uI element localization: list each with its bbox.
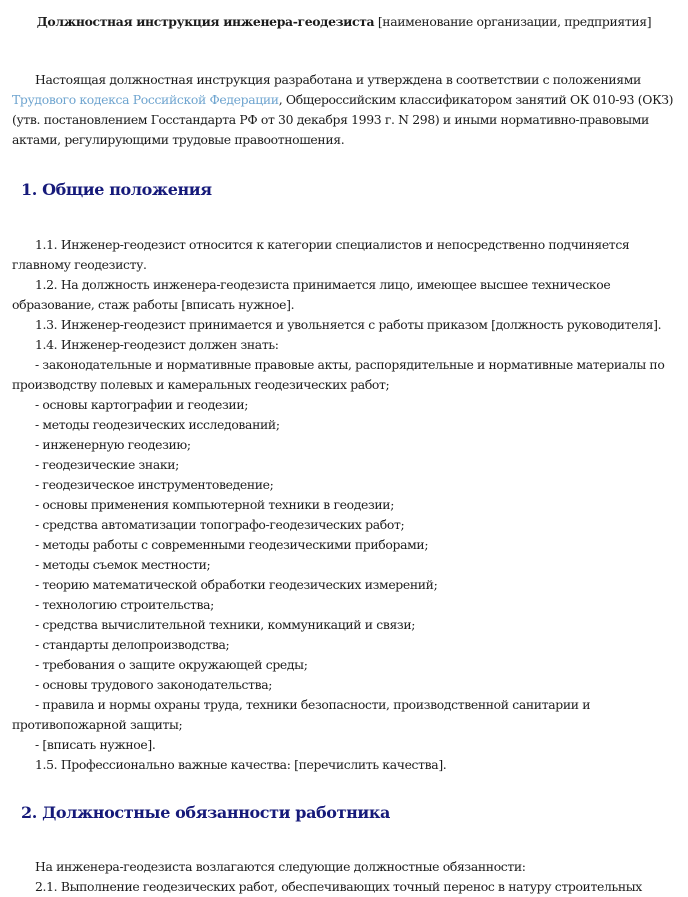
list-item: - требования о защите окружающей среды;: [35, 657, 308, 672]
document-title: [0, 12, 688, 32]
list-item: - методы съемок местности;: [35, 557, 211, 572]
paragraph: 2.1. Выполнение геодезических работ, обеспечивающих точный перенос в натуру строительных: [35, 879, 642, 894]
list-item: - геодезические знаки;: [35, 457, 180, 472]
list-item: - основы применения компьютерной техники в геодезии;: [35, 497, 395, 512]
paragraph: 1.2. На должность инженера-геодезиста принимается лицо, имеющее высшее техническое образование, стаж работы [вписать нужное].: [12, 277, 611, 312]
document-title-placeholder: [наименование организации, предприятия]: [374, 14, 652, 29]
section-heading-general: 1. Общие положения: [21, 180, 212, 199]
list-item: - правила и нормы охраны труда, техники безопасности, производственной санитарии и противопожарной защиты;: [12, 697, 591, 732]
list-item: - стандарты делопроизводства;: [35, 637, 230, 652]
list-item: - геодезическое инструментоведение;: [35, 477, 274, 492]
paragraph: 1.1. Инженер-геодезист относится к категории специалистов и непосредственно подчиняется главному геодезисту.: [12, 237, 630, 272]
section-duties-body: [12, 857, 680, 897]
list-item: - основы картографии и геодезии;: [35, 397, 249, 412]
list-item: - основы трудового законодательства;: [35, 677, 273, 692]
list-item: - [вписать нужное].: [35, 737, 156, 752]
paragraph: 1.3. Инженер-геодезист принимается и увольняется с работы приказом [должность руководителя].: [35, 317, 662, 332]
intro-text-start: Настоящая должностная инструкция разработана и утверждена в соответствии с положениями: [35, 72, 641, 87]
labor-code-link[interactable]: Трудового кодекса Российской Федерации: [12, 92, 279, 107]
intro-text-end: , Общероссийским классификатором занятий ОК 010-93 (ОКЗ) (утв. постановлением Госстандарта РФ от 30 декабря 1993 г. N 298) и иными нормативно-правовыми актами, регулирующими трудовые правоотношения.: [12, 92, 674, 147]
section-general-body: [12, 235, 680, 775]
list-item: - инженерную геодезию;: [35, 437, 191, 452]
paragraph: 1.5. Профессионально важные качества: [перечислить качества].: [35, 757, 447, 772]
list-item: - средства автоматизации топографо-геодезических работ;: [35, 517, 405, 532]
intro-paragraph: [12, 70, 677, 150]
section-heading-duties: 2. Должностные обязанности работника: [21, 803, 390, 822]
paragraph: 1.4. Инженер-геодезист должен знать:: [35, 337, 279, 352]
list-item: - теорию математической обработки геодезических измерений;: [35, 577, 438, 592]
list-item: - средства вычислительной техники, коммуникаций и связи;: [35, 617, 416, 632]
list-item: - методы работы с современными геодезическими приборами;: [35, 537, 429, 552]
list-item: - законодательные и нормативные правовые акты, распорядительные и нормативные материалы по производству полевых и камеральных геодезических работ;: [12, 357, 665, 392]
list-item: - технологию строительства;: [35, 597, 214, 612]
document-title-bold: Должностная инструкция инженера-геодезиста: [36, 14, 375, 29]
paragraph: На инженера-геодезиста возлагаются следующие должностные обязанности:: [35, 859, 526, 874]
list-item: - методы геодезических исследований;: [35, 417, 280, 432]
